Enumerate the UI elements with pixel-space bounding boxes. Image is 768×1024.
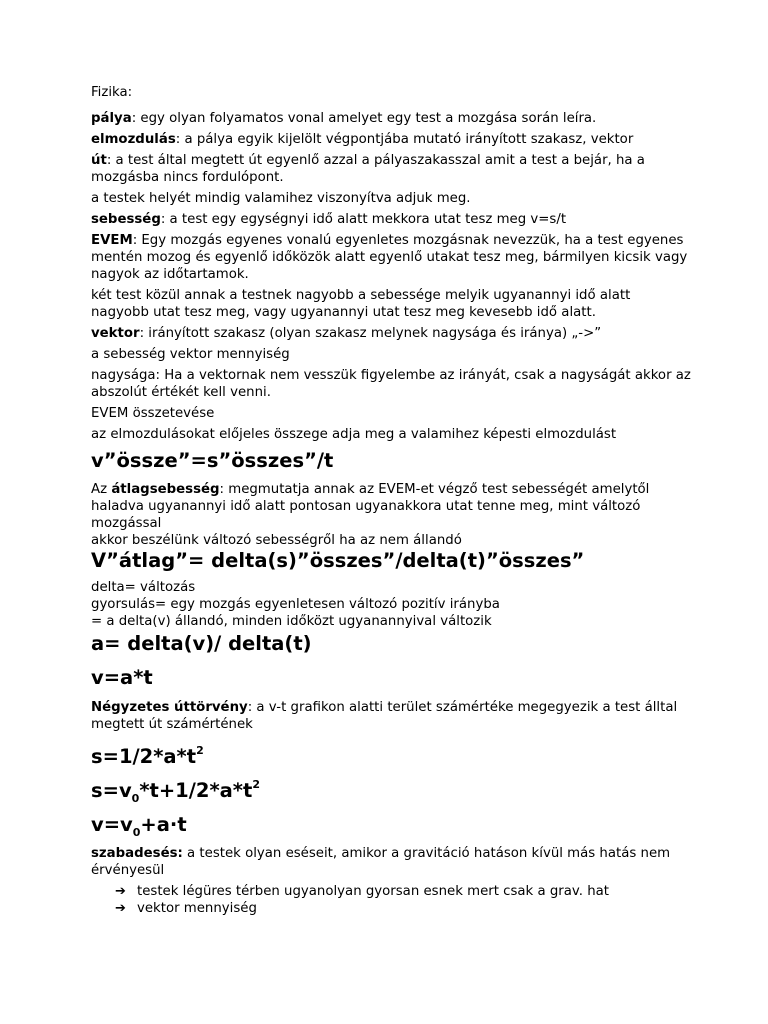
superscript: 2 (196, 743, 204, 757)
para-delta: delta= változás (91, 580, 196, 595)
term: út (91, 153, 107, 168)
para-evem-ossz: EVEM összetevése (91, 406, 215, 421)
formula-main: s=1/2*a*t (91, 745, 197, 768)
def-sebesseg (91, 211, 691, 228)
para-gyorsulas: gyorsulás= egy mozgás egyenletesen változó pozitív irányba (91, 597, 500, 612)
arrow-right-icon: ➔ (115, 901, 126, 916)
def-szabadeses (91, 845, 691, 879)
superscript: 2 (252, 777, 260, 791)
list-item (115, 900, 691, 917)
definition: : irányított szakasz (olyan szakasz melynek nagysága és iránya) „->” (139, 326, 602, 341)
term: vektor (91, 326, 140, 341)
formula-v-ossze: v”össze”=s”összes”/t (91, 449, 334, 472)
para-nagysaga: nagysága: Ha a vektornak nem vesszük figyelembe az irányát, csak a nagyságát akkor az abszolút értékét kell venni. (91, 368, 691, 400)
def-elmozdulas (91, 131, 691, 148)
definition: a testek olyan eséseit, amikor a gravitáció hatáson kívül más hatás nem érvényesül (91, 846, 671, 878)
def-vektor (91, 325, 691, 342)
def-negyzetes-uttorveny (91, 699, 691, 733)
para-elmoz-ossz: az elmozdulásokat előjeles összege adja meg a valamihez képesti elmozdulást (91, 427, 617, 442)
definition: : egy olyan folyamatos vonal amelyet egy test a mozgása során leíra. (131, 111, 597, 126)
formula-s-half-at2 (91, 745, 691, 769)
term: szabadesés: (91, 846, 183, 861)
formula-part: *t+1/2*a*t (139, 779, 253, 802)
def-ut (91, 152, 691, 186)
para-delta-v: = a delta(v) állandó, minden időközt ugyanannyival változik (91, 614, 492, 629)
document-body (91, 84, 691, 917)
def-atlagsebesseg (91, 481, 691, 532)
def-evem (91, 232, 691, 283)
def-palya (91, 110, 691, 127)
formula-a: a= delta(v)/ delta(t) (91, 632, 312, 655)
subscript: 0 (131, 791, 140, 805)
definition: : a pálya egyik kijelölt végpontjába mutató irányított szakasz, vektor (175, 132, 634, 147)
term: Négyzetes úttörvény (91, 700, 248, 715)
formula-v-atlag: V”átlag”= delta(s)”összes”/delta(t)”összes” (91, 549, 585, 572)
formula-part: s=v (91, 779, 132, 802)
subscript: 0 (132, 825, 141, 839)
bullet-list (115, 883, 691, 917)
formula-v-v0 (91, 813, 691, 837)
para-valtozo: akkor beszélünk változó sebességről ha az nem állandó (91, 533, 462, 548)
term: pálya (91, 111, 132, 126)
prefix: Az (91, 482, 112, 497)
list-item-text: vektor mennyiség (137, 901, 257, 916)
term: átlagsebesség (111, 482, 220, 497)
formula-v-at: v=a*t (91, 666, 153, 689)
definition: : a test által megtett út egyenlő azzal a pályaszakasszal amit a test a bejár, ha a mozgásba nincs fordulópont. (91, 153, 645, 185)
list-item (115, 883, 691, 900)
formula-part: v=v (91, 813, 133, 836)
para-ket-test: két test közül annak a testnek nagyobb a sebessége melyik ugyanannyi idő alatt nagyobb utat tesz meg, vagy ugyanannyi utat tesz meg kevesebb idő alatt. (91, 288, 631, 320)
term: EVEM (91, 233, 133, 248)
arrow-right-icon: ➔ (115, 884, 126, 899)
term: sebesség (91, 212, 161, 227)
doc-title: Fizika: (91, 85, 133, 100)
definition: : a v-t grafikon alatti terület számértéke megegyezik a test álltal megtett út számértének (91, 700, 678, 732)
definition: : a test egy egységnyi idő alatt mekkora utat tesz meg v=s/t (160, 212, 567, 227)
definition: : Egy mozgás egyenes vonalú egyenletes mozgásnak nevezzük, ha a test egyenes mentén mozog és egyenlő időközök alatt egyenlő utakat tesz meg, bármilyen kicsik vagy nagyok az időtartamok. (91, 233, 688, 282)
term: elmozdulás (91, 132, 176, 147)
definition: : megmutatja annak az EVEM-et végző test sebességét amelytől haladva ugyanannyi idő alatt pontosan ugyanakkora utat tenne meg, mint változó mozgással (91, 482, 650, 531)
para-seb-vektor: a sebesség vektor mennyiség (91, 347, 290, 362)
list-item-text: testek légüres térben ugyanolyan gyorsan esnek mert csak a grav. hat (137, 884, 609, 899)
para-helyzet: a testek helyét mindig valamihez viszonyítva adjuk meg. (91, 191, 471, 206)
formula-s-v0t (91, 779, 691, 803)
formula-part: +a·t (140, 813, 187, 836)
